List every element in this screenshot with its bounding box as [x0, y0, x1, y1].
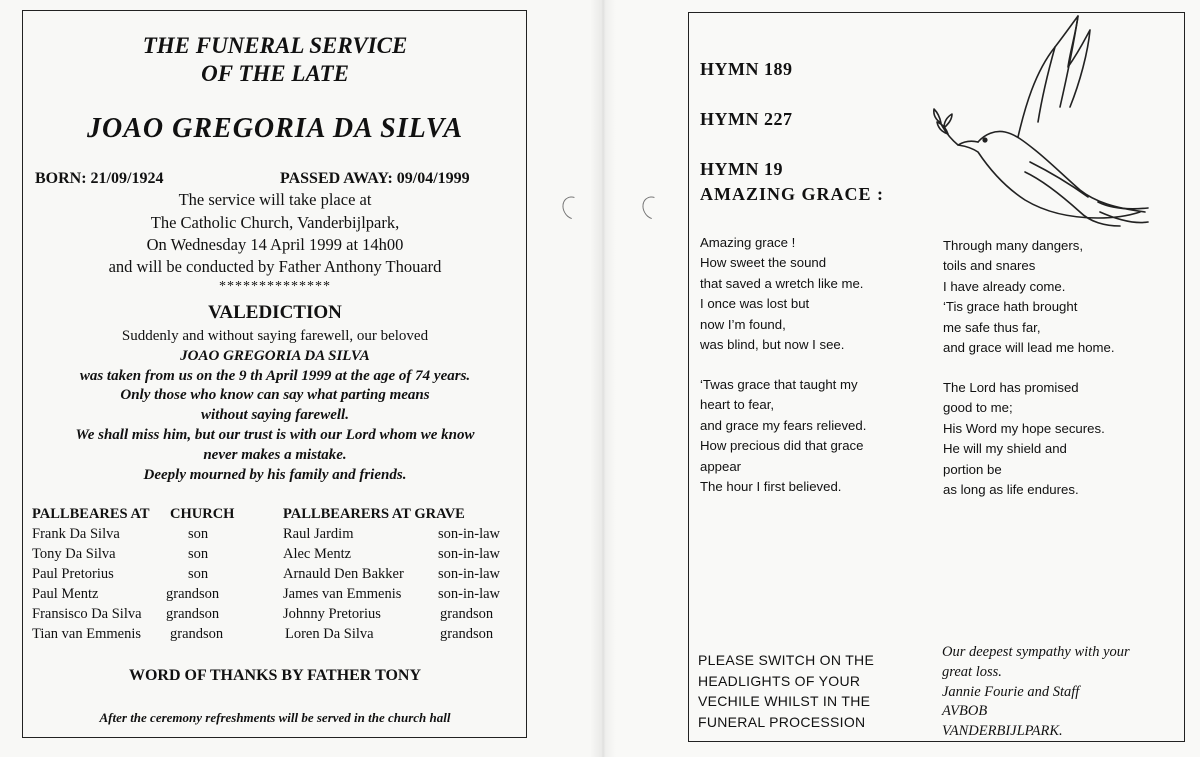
sympathy-line: Jannie Fourie and Staff	[942, 683, 1080, 700]
pallbearer-relation: son	[188, 526, 209, 542]
sympathy-line: AVBOB	[942, 703, 988, 720]
verse-line: His Word my hope secures.	[943, 420, 1105, 436]
separator: **************	[219, 279, 331, 294]
pallbearer-relation: son-in-law	[438, 526, 501, 542]
verse-line: good to me;	[943, 400, 1013, 416]
valediction-title: VALEDICTION	[208, 302, 342, 323]
pallbearer-name: Tony Da Silva	[32, 546, 116, 562]
hymn-verse	[943, 236, 1115, 358]
service-line: The Catholic Church, Vanderbijlpark,	[150, 213, 400, 232]
pallbearers-grave-heading: PALLBEARERS AT GRAVE	[283, 506, 465, 522]
verse-line: Amazing grace !	[700, 235, 796, 250]
pallbearer-relation: grandson	[440, 606, 494, 622]
headlights-notice	[698, 650, 874, 732]
deceased-name: JOAO GREGORIA DA SILVA	[87, 113, 463, 144]
verse-line: portion be	[943, 461, 1002, 477]
verse-line: Through many dangers,	[943, 238, 1084, 253]
pallbearer-name: Arnauld Den Bakker	[283, 566, 404, 582]
pallbearer-relation: grandson	[166, 586, 220, 602]
verse-line: He will my shield and	[943, 441, 1067, 457]
pallbearers-church-heading: PALLBEARES AT	[32, 506, 150, 522]
pallbearer-relation: grandson	[170, 626, 224, 642]
refreshments-notice: After the ceremony refreshments will be served in the church hall	[99, 710, 451, 725]
pallbearer-name: Raul Jardim	[283, 526, 354, 542]
sympathy-line: great loss.	[942, 663, 1002, 680]
service-line: and will be conducted by Father Anthony Thouard	[108, 257, 442, 276]
hymn-verse	[943, 378, 1105, 500]
verse-line: How sweet the sound	[700, 255, 827, 271]
pallbearer-name: Frank Da Silva	[32, 526, 120, 542]
service-line: On Wednesday 14 April 1999 at 14h00	[146, 235, 404, 254]
pallbearers-church-heading-location: CHURCH	[170, 506, 235, 522]
valediction-line: was taken from us on the 9 th April 1999 at the age of 74 years.	[79, 368, 471, 384]
title-line-1: THE FUNERAL SERVICE	[142, 33, 408, 58]
verse-line: How precious did that grace	[700, 438, 864, 454]
verse-line: I once was lost but	[700, 296, 810, 312]
verse-line: now I’m found,	[700, 316, 786, 332]
pallbearer-relation: son-in-law	[438, 586, 501, 602]
service-line: The service will take place at	[178, 190, 372, 209]
sympathy-line: Our deepest sympathy with your	[942, 644, 1130, 660]
dove-with-olive-branch-icon	[930, 12, 1155, 237]
verse-line: and grace my fears relieved.	[700, 417, 867, 433]
song-title: AMAZING GRACE :	[700, 184, 884, 204]
valediction-line: Only those who know can say what parting means	[120, 387, 430, 403]
verse-line: ‘Tis grace hath brought	[943, 299, 1078, 315]
verse-line: that saved a wretch like me.	[700, 275, 864, 291]
center-fold	[590, 0, 616, 757]
title-line-2: OF THE LATE	[201, 61, 349, 86]
pallbearer-name: Paul Pretorius	[32, 566, 114, 582]
sympathy-message	[942, 643, 1130, 742]
word-of-thanks: WORD OF THANKS BY FATHER TONY	[128, 667, 422, 684]
verse-line: The hour I first believed.	[700, 479, 842, 495]
verse-line: and grace will lead me home.	[943, 340, 1115, 356]
passed-away-date: PASSED AWAY: 09/04/1999	[280, 170, 470, 187]
hymn-number: HYMN 19	[700, 159, 783, 179]
verse-line: was blind, but now I see.	[700, 337, 845, 353]
valediction-line: JOAO GREGORIA DA SILVA	[180, 348, 370, 364]
verse-line: appear	[700, 458, 742, 474]
verse-line: heart to fear,	[700, 397, 775, 413]
pallbearer-name: Fransisco Da Silva	[32, 606, 142, 622]
notice-line: FUNERAL PROCESSION	[698, 713, 866, 730]
pallbearer-name: Loren Da Silva	[285, 626, 374, 642]
verse-line: me safe thus far,	[943, 319, 1041, 335]
verse-line: ‘Twas grace that taught my	[700, 377, 858, 392]
valediction-line: Deeply mourned by his family and friends.	[143, 467, 407, 483]
hymn-verse	[700, 375, 866, 497]
verse-line: as long as life endures.	[943, 482, 1079, 498]
pallbearer-name: Paul Mentz	[32, 586, 99, 602]
pallbearer-name: Alec Mentz	[283, 546, 352, 562]
pallbearer-relation: son-in-law	[438, 546, 501, 562]
hymn-number: HYMN 227	[700, 109, 793, 129]
verse-line: toils and snares	[943, 258, 1036, 274]
valediction-line: without saying farewell.	[201, 407, 349, 423]
notice-line: VECHILE WHILST IN THE	[698, 693, 871, 709]
hymn-verse	[700, 233, 863, 355]
pallbearer-relation: grandson	[166, 606, 220, 622]
pallbearer-name: Tian van Emmenis	[32, 626, 142, 642]
pallbearer-relation: son	[188, 546, 209, 562]
valediction-line: Suddenly and without saying farewell, our beloved	[121, 328, 429, 344]
valediction-line: We shall miss him, but our trust is with our Lord whom we know	[75, 427, 475, 443]
born-date: BORN: 21/09/1924	[35, 170, 164, 187]
pallbearer-relation: grandson	[440, 626, 494, 642]
verse-line: The Lord has promised	[943, 380, 1079, 395]
pallbearer-relation: son	[188, 566, 209, 582]
pallbearer-name: James van Emmenis	[283, 586, 402, 602]
valediction-line: never makes a mistake.	[203, 447, 347, 463]
sympathy-line: VANDERBIJLPARK.	[942, 723, 1063, 740]
pallbearer-relation: son-in-law	[438, 566, 501, 582]
verse-line: I have already come.	[943, 278, 1066, 294]
pallbearer-name: Johnny Pretorius	[283, 606, 381, 622]
notice-line: HEADLIGHTS OF YOUR	[698, 672, 861, 689]
notice-line: PLEASE SWITCH ON THE	[698, 652, 875, 668]
hymn-number: HYMN 189	[700, 59, 793, 79]
